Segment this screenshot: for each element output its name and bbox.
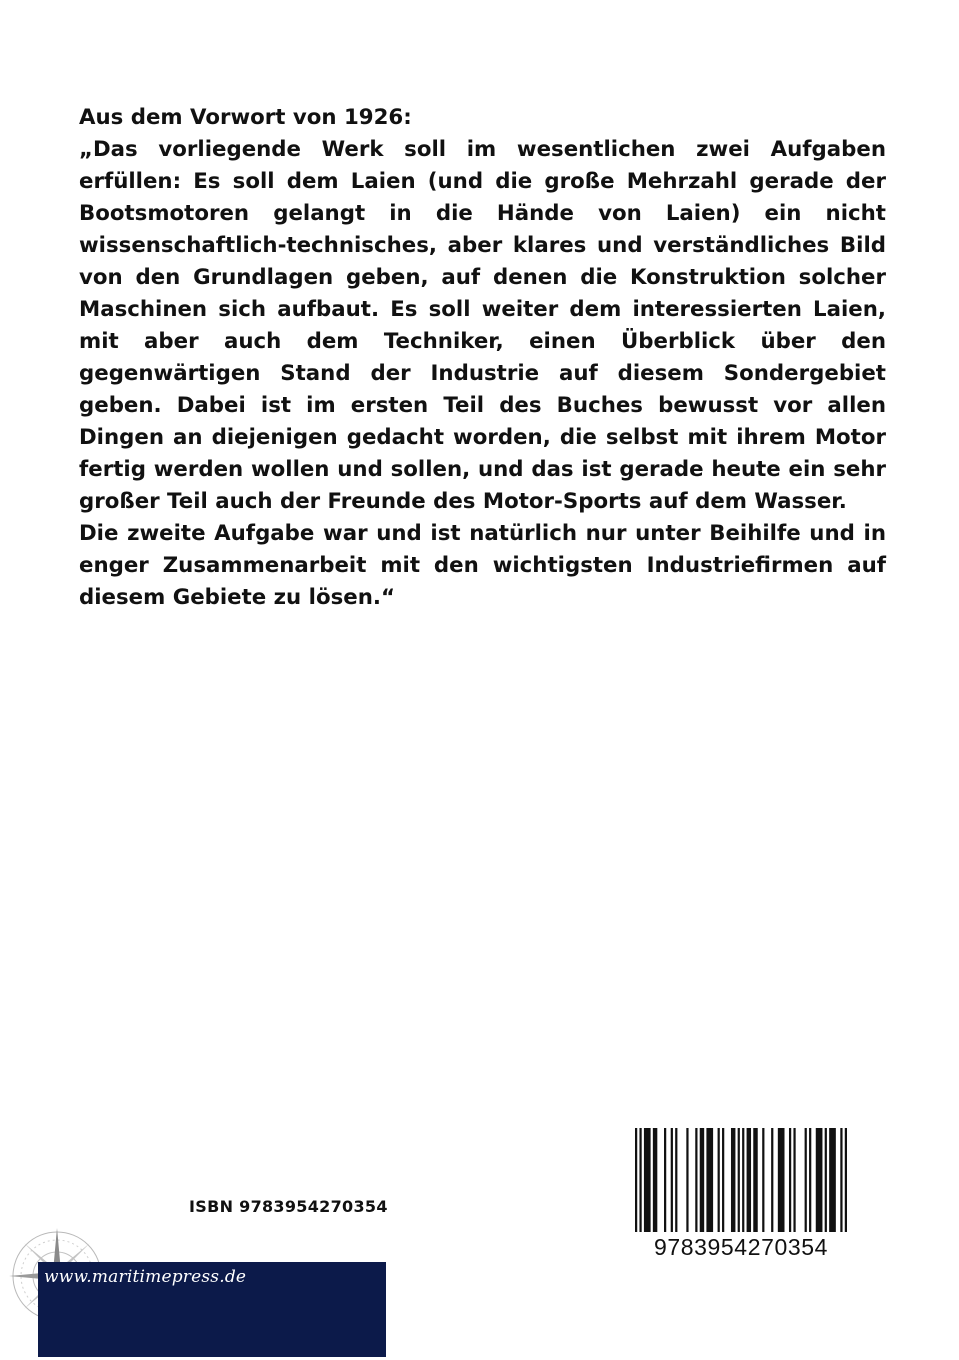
publisher-banner — [38, 1262, 386, 1357]
barcode-bar-11 — [718, 1128, 720, 1232]
barcode-bars — [635, 1128, 847, 1232]
barcode-bar-7 — [686, 1128, 688, 1232]
barcode-bar-25 — [816, 1128, 823, 1232]
barcode-bar-21 — [789, 1128, 791, 1232]
barcode-bar-15 — [742, 1128, 744, 1232]
barcode-bar-26 — [825, 1128, 827, 1232]
barcode-bar-16 — [747, 1128, 751, 1232]
barcode-bar-9 — [700, 1128, 704, 1232]
barcode-bar-23 — [805, 1128, 807, 1232]
barcode-bar-0 — [635, 1128, 637, 1232]
barcode-bar-12 — [722, 1128, 724, 1232]
preface-paragraph-1: „Das vorliegende Werk soll im wesentlichen zwei Aufgaben erfüllen: Es soll dem Laien (und die große Mehrzahl gerade der Bootsmotoren gelangt in die Hände von Laien) ein nicht wissenschaftlich-technisches, aber klares und verständliches Bild von den Grundlagen geben, auf denen die Konstruktion solcher Maschinen sich aufbaut. Es soll weiter dem interessierten Laien, mit aber auch dem Techniker, einen Überblick über den gegenwärtigen Stand der Industrie auf diesem Sondergebiet geben. Dabei ist im ersten Teil des Buches bewusst vor allen Dingen an diejenigen gedacht worden, die selbst mit ihrem Motor fertig werden wollen und sollen, und das ist gerade heute ein sehr großer Teil auch der Freunde des Motor-Sports auf dem Wasser. — [79, 137, 886, 514]
publisher-url[interactable]: www.maritimepress.de — [44, 1267, 247, 1287]
barcode-bar-17 — [753, 1128, 757, 1232]
barcode-bar-18 — [762, 1128, 764, 1232]
barcode-bar-22 — [793, 1128, 795, 1232]
barcode-bar-5 — [671, 1128, 673, 1232]
barcode-bar-28 — [840, 1128, 842, 1232]
isbn-label: ISBN 9783954270354 — [189, 1197, 388, 1216]
barcode-bar-14 — [738, 1128, 740, 1232]
barcode-bar-2 — [644, 1128, 651, 1232]
barcode-bar-13 — [731, 1128, 735, 1232]
barcode-bar-4 — [664, 1128, 666, 1232]
barcode-number: 9783954270354 — [653, 1234, 829, 1260]
barcode-bar-1 — [639, 1128, 641, 1232]
barcode-bar-29 — [845, 1128, 847, 1232]
barcode-bar-27 — [829, 1128, 836, 1232]
barcode-bar-10 — [706, 1128, 713, 1232]
barcode-bar-3 — [653, 1128, 657, 1232]
barcode-bar-8 — [695, 1128, 697, 1232]
barcode-bar-20 — [778, 1128, 785, 1232]
barcode-bar-19 — [771, 1128, 773, 1232]
preface-text — [79, 102, 886, 614]
barcode — [628, 1126, 854, 1266]
preface-heading: Aus dem Vorwort von 1926: — [79, 105, 412, 130]
barcode-bar-24 — [809, 1128, 811, 1232]
preface-paragraph-2: Die zweite Aufgabe war und ist natürlich nur unter Beihilfe und in enger Zusammenarbeit mit den wichtigsten Industriefirmen auf diesem Gebiete zu lösen.“ — [79, 521, 886, 610]
barcode-bar-6 — [675, 1128, 677, 1232]
